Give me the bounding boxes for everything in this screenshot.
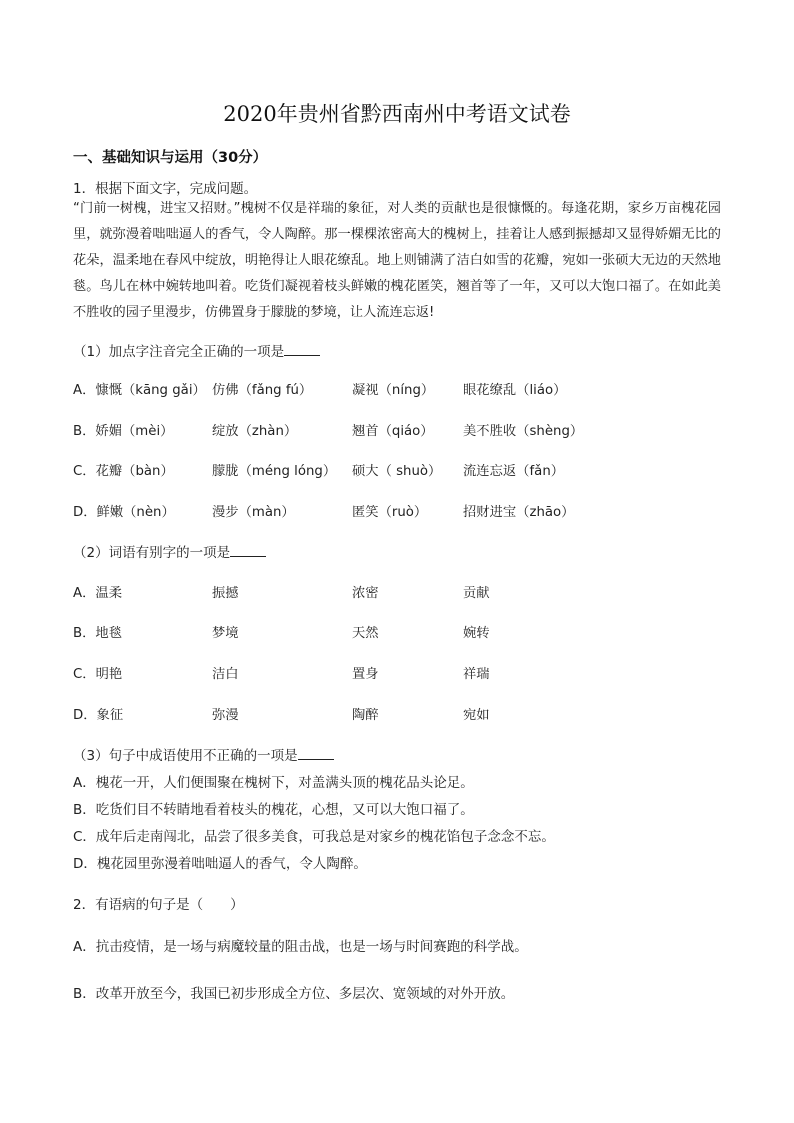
answer-blank [230,542,266,557]
option-cell: 振撼 [212,586,239,601]
option-cell: D．象征 [73,708,124,723]
option-cell: 祥瑞 [463,667,490,682]
page-title: 2020年贵州省黔西南州中考语文试卷 [223,102,571,126]
question-2-stem: 2．有语病的句子是（ ） [73,897,244,913]
option-sentence: B．吃货们目不转睛地看着枝头的槐花，心想，又可以大饱口福了。 [73,802,474,818]
option-cell: B．地毯 [73,626,123,641]
option-cell: 梦境 [212,626,239,641]
option-cell: 朦胧（méng lóng） [212,464,337,479]
option-cell: 婉转 [463,626,490,641]
option-cell: 宛如 [463,708,490,723]
option-cell: 浓密 [352,586,379,601]
option-cell: A．慷慨（kāng gǎi） [73,383,206,398]
option-cell: 美不胜收（shèng） [463,424,584,439]
option-sentence: C．成年后走南闯北，品尝了很多美食，可我总是对家乡的槐花馅包子念念不忘。 [73,829,555,845]
option-cell: 凝视（níng） [352,383,435,398]
reading-passage: “门前一树槐，进宝又招财。”槐树不仅是祥瑞的象征，对人类的贡献也是很慷慨的。每逢花期，家乡万亩槐花园里，就弥漫着咄咄逼人的香气，令人陶醉。那一棵棵浓密高大的槐树上，挂着让人感到振撼却又显得娇媚无比的花朵，温柔地在春风中绽放，明艳得让人眼花缭乱。地上则铺满了洁白如雪的花瓣，宛如一张硕大无边的天然地毯。鸟儿在林中婉转地叫着。吃货们凝视着枝头鲜嫩的槐花匿笑，翘首等了一年，又可以大饱口福了。在如此美不胜收的园子里漫步，仿佛置身于朦胧的梦境，让人流连忘返! [73,201,721,320]
subquestion-1-stem: （1）加点字注音完全正确的一项是 [73,340,320,360]
option-cell: 流连忘返（fǎn） [463,464,565,479]
option-cell: 仿佛（fǎng fú） [212,383,313,398]
option-cell: A．温柔 [73,586,122,601]
option-cell: 置身 [352,667,379,682]
option-cell: 匿笑（ruò） [352,505,428,520]
option-cell: C．明艳 [73,667,123,682]
option-cell: 翘首（qiáo） [352,424,434,439]
answer-blank [298,745,334,760]
option-cell: 洁白 [212,667,239,682]
option-cell: 陶醉 [352,708,379,723]
option-cell: B．娇媚（mèi） [73,424,174,439]
option-sentence: D．槐花园里弥漫着咄咄逼人的香气，令人陶醉。 [73,856,367,872]
option-sentence: B．改革开放至今，我国已初步形成全方位、多层次、宽领域的对外开放。 [73,986,515,1002]
answer-blank [284,341,320,356]
option-cell: 硕大（ shuò） [352,464,442,479]
option-cell: 天然 [352,626,379,641]
subquestion-3-stem: （3）句子中成语使用不正确的一项是 [73,744,334,764]
option-cell: D．鲜嫩（nèn） [73,505,175,520]
subquestion-2-stem: （2）词语有别字的一项是 [73,541,266,561]
option-cell: 绽放（zhàn） [212,424,298,439]
option-sentence: A．槐花一开，人们便围聚在槐树下，对盖满头顶的槐花品头论足。 [73,775,474,791]
question-1-stem: 1．根据下面文字，完成问题。 [73,181,258,197]
option-cell: 眼花缭乱（liáo） [463,383,567,398]
option-cell: 弥漫 [212,708,239,723]
option-cell: 招财进宝（zhāo） [463,505,575,520]
section-heading: 一、基础知识与运用（30分） [73,150,268,166]
option-cell: C．花瓣（bàn） [73,464,174,479]
option-cell: 漫步（màn） [212,505,295,520]
option-cell: 贡献 [463,586,490,601]
option-sentence: A．抗击疫情，是一场与病魔较量的阻击战，也是一场与时间赛跑的科学战。 [73,939,528,955]
